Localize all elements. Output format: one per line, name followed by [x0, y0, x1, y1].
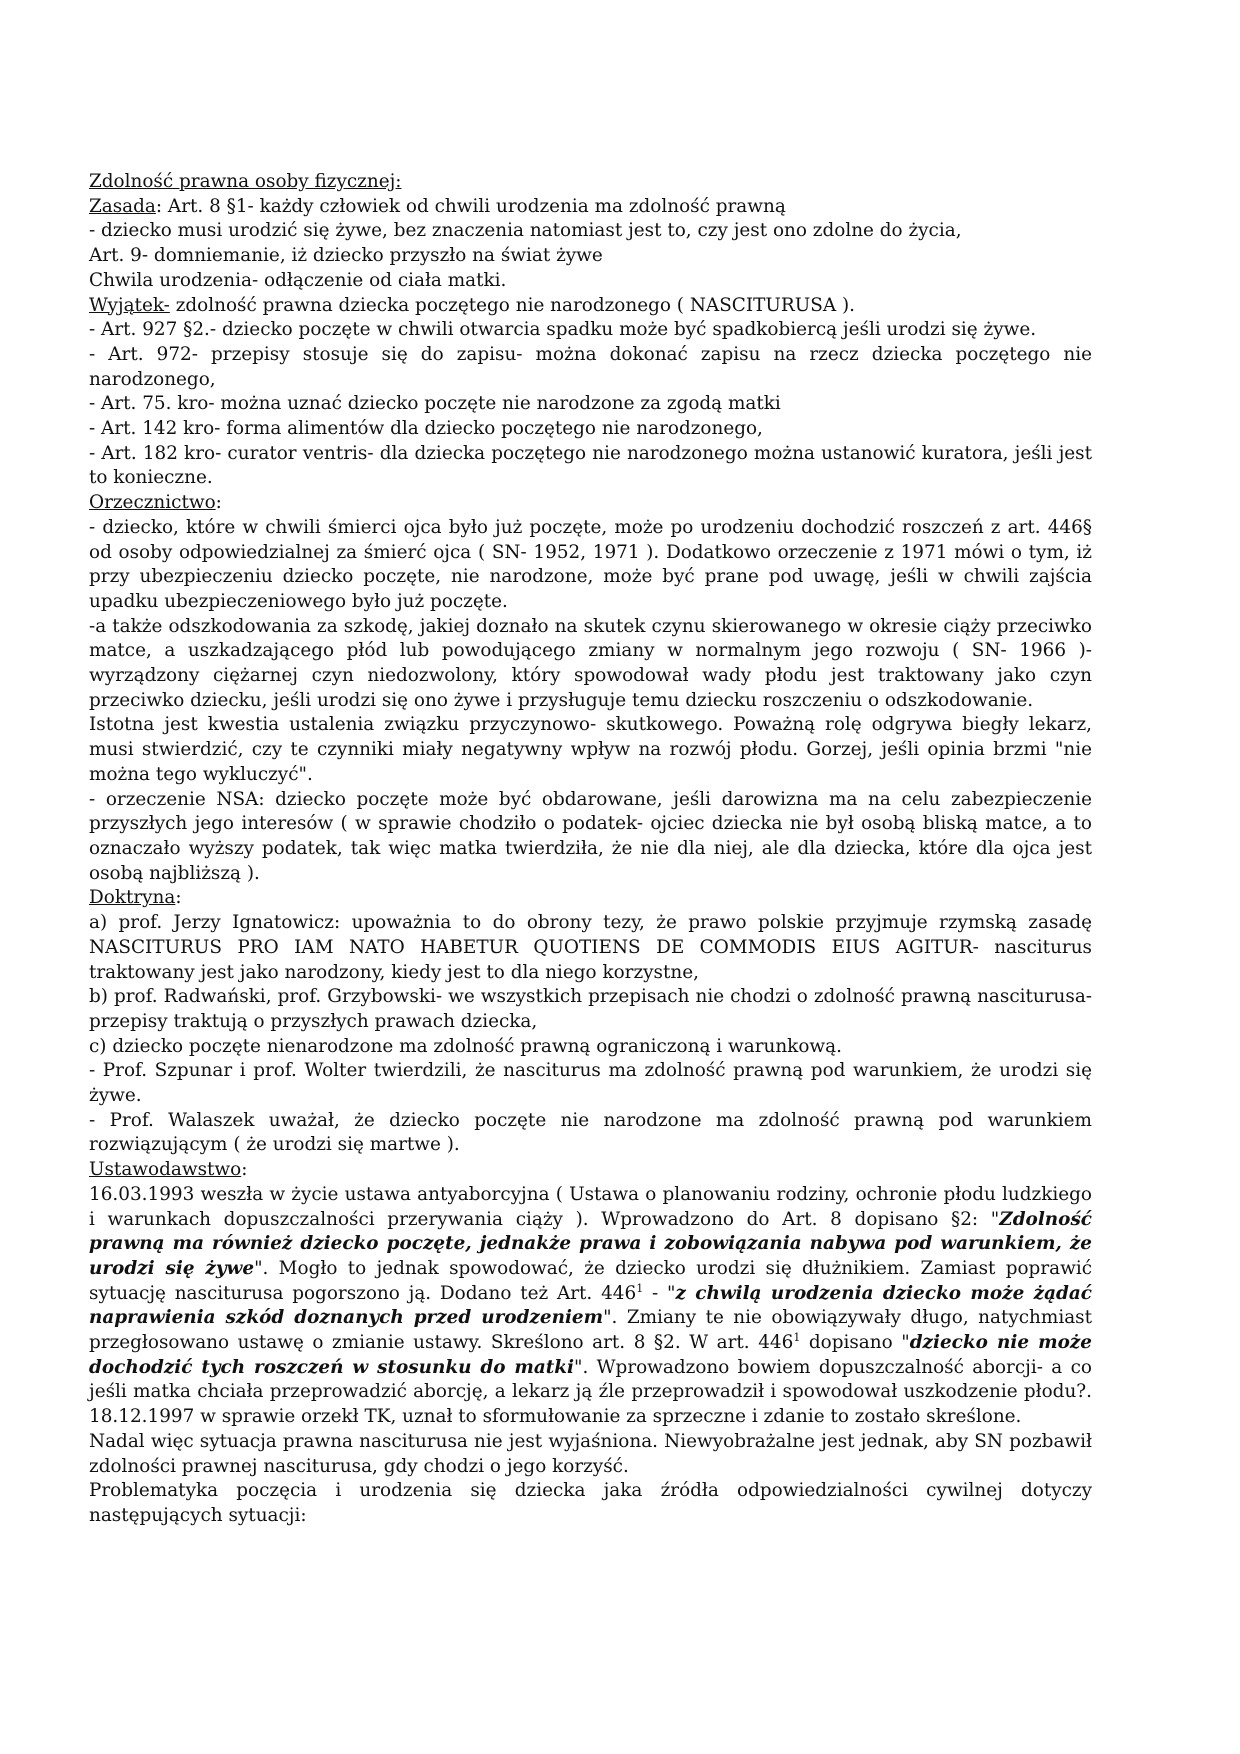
text-run: ". Zmiany te nie obowiązywały długo, natychmiast przegłosowano ustawę o zmianie ustawy. Skreślono art. 8 §2. W art. 446: [89, 1307, 1092, 1354]
paragraph: a) prof. Jerzy Ignatowicz: upoważnia to do obrony tezy, że prawo polskie przyjmuje rzymską zasadę NASCITURUS PRO IAM NATO HABETUR QUOTIENS DE COMMODIS EIUS AGITUR- nasciturus traktowany jest jako narodzony, kiedy jest to dla niego korzystne,: [89, 912, 1092, 983]
section-heading-zdolnosc: Zdolność prawna osoby fizycznej:: [89, 171, 402, 192]
ustawodawstwo-label: Ustawodawstwo: [89, 1159, 242, 1181]
quote-matka: dziecko nie może dochodzić tych roszczeń w stosunku do matki: [89, 1332, 1093, 1378]
wyjatek-label: Wyjątek-: [89, 294, 170, 316]
text-run: - ": [643, 1282, 676, 1304]
zasada-label: Zasada: [89, 195, 156, 217]
zasada-text: : Art. 8 §1- każdy człowiek od chwili urodzenia ma zdolność prawną: [155, 195, 786, 217]
paragraph: - orzeczenie NSA: dziecko poczęte może być obdarowane, jeśli darowizna ma na celu zabezpieczenie przyszłych jego interesów ( w sprawie chodziło o podatek- ojciec dziecka nie był osobą bliską matce, a to oznaczało wyższy podatek, tak więc matka twierdziła, że nie dla niej, ale dla dziecka, które dla ojca jest osobą najbliższą ).: [89, 788, 1092, 884]
orzecznictwo-label: Orzecznictwo: [89, 492, 216, 514]
heading-colon: :: [215, 492, 222, 514]
paragraph: -a także odszkodowania za szkodę, jakiej doznało na skutek czynu skierowanego w okresie ciąży przeciwko matce, a uszkadzającego płód lub powodującego zmiany w normalnym jego rozwoju ( SN- 1966 )- wyrządzony ciężarnej czyn niedozwolony, który spowodował wady płodu jest traktowany jako czyn przeciwko dziecku, jeśli urodzi się ono żywe i przysługuje temu dziecku roszczeniu o odszkodowanie.: [89, 615, 1092, 711]
text-line: Chwila urodzenia- odłączenie od ciała matki.: [89, 269, 507, 291]
section-heading-orzecznictwo: [89, 491, 1092, 516]
paragraph: b) prof. Radwański, prof. Grzybowski- we wszystkich przepisach nie chodzi o zdolność prawną nasciturusa- przepisy traktują o przyszłych prawach dziecka,: [89, 986, 1092, 1032]
text-run: ". Wprowadzono bowiem dopuszczalność aborcji- a co jeśli matka chciała przeprowadzić aborcję, a lekarz ją źle przeprowadził i spowodował uszkodzenie płodu?. 18.12.1997 w sprawie orzekł TK, uznał to sformułowanie za sprzeczne i zdanie to zostało skreślone.: [89, 1356, 1092, 1428]
paragraph: Problematyka poczęcia i urodzenia się dziecka jaka źródła odpowiedzialności cywilnej dotyczy następujących sytuacji:: [89, 1480, 1092, 1526]
zasada-line: [89, 195, 1092, 220]
text-line: Art. 9- domniemanie, iż dziecko przyszło na świat żywe: [89, 245, 603, 267]
superscript: 1: [636, 1281, 644, 1295]
list-item: - Art. 75. kro- można uznać dziecko poczęte nie narodzone za zgodą matki: [89, 393, 781, 415]
paragraph: - Prof. Szpunar i prof. Wolter twierdzili, że nasciturus ma zdolność prawną pod warunkiem, że urodzi się żywe.: [89, 1060, 1092, 1107]
text-run: 16.03.1993 weszła w życie ustawa antyaborcyjna ( Ustawa o planowaniu rodziny, ochronie płodu ludzkiego i warunkach dopuszczalności przerywania ciąży ). Wprowadzono do Art. 8 dopisano §2: ": [89, 1183, 1092, 1230]
paragraph: - Prof. Walaszek uważał, że dziecko poczęte nie narodzone ma zdolność prawną pod warunkiem rozwiązującym ( że urodzi się martwe ).: [89, 1109, 1092, 1156]
list-item: - Art. 927 §2.- dziecko poczęte w chwili otwarcia spadku może być spadkobiercą jeśli urodzi się żywe.: [89, 319, 1037, 341]
document-page: [89, 170, 1092, 1529]
paragraph: c) dziecko poczęte nienarodzone ma zdolność prawną ograniczoną i warunkową.: [89, 1035, 842, 1057]
list-item: - Art. 142 kro- forma alimentów dla dziecko poczętego nie narodzonego,: [89, 418, 763, 440]
text-run: ". Mogło to jednak spowodować, że dziecko urodzi się dłużnikiem. Zamiast poprawić sytuację nasciturusa pogorszono ją. Dodano też Art. 446: [89, 1257, 1093, 1304]
list-item: - Art. 972- przepisy stosuje się do zapisu- można dokonać zapisu na rzecz dziecka poczętego nie narodzonego,: [89, 343, 1092, 390]
paragraph: - dziecko, które w chwili śmierci ojca było już poczęte, może po urodzeniu dochodzić roszczeń z art. 446§ od osoby odpowiedzialnej za śmierć ojca ( SN- 1952, 1971 ). Dodatkowo orzeczenie z 1971 mówi o tym, iż przy ubezpieczeniu dziecko poczęte, nie narodzone, może być prane pod uwagę, jeśli w chwili zajścia upadku ubezpieczeniowego było już poczęte.: [89, 516, 1092, 612]
section-heading-ustawodawstwo: [89, 1158, 1092, 1183]
heading-colon: :: [175, 887, 182, 909]
paragraph-ustawa: [89, 1183, 1092, 1430]
wyjatek-text: zdolność prawna dziecka poczętego nie narodzonego ( NASCITURUSA ).: [169, 294, 855, 316]
section-heading-doktryna: [89, 886, 1092, 911]
paragraph: Istotna jest kwestia ustalenia związku przyczynowo- skutkowego. Poważną rolę odgrywa biegły lekarz, musi stwierdzić, czy te czynniki miały negatywny wpływ na rozwój płodu. Gorzej, jeśli opinia brzmi "nie można tego wykluczyć".: [89, 714, 1092, 785]
text-run: dopisano ": [800, 1332, 910, 1354]
quote-art446: z chwilą urodzenia dziecko może żądać naprawienia szkód doznanych przed urodzeniem: [89, 1282, 1092, 1329]
superscript: 1: [793, 1330, 801, 1344]
heading-colon: :: [241, 1159, 248, 1181]
paragraph: Nadal więc sytuacja prawna nasciturusa nie jest wyjaśniona. Niewyobrażalne jest jednak, aby SN pozbawił zdolności prawnej nasciturusa, gdy chodzi o jego korzyść.: [89, 1430, 1092, 1477]
text-line: - dziecko musi urodzić się żywe, bez znaczenia natomiast jest to, czy jest ono zdolne do życia,: [89, 220, 962, 242]
wyjatek-line: [89, 294, 1092, 319]
list-item: - Art. 182 kro- curator ventris- dla dziecka poczętego nie narodzonego można ustanowić kuratora, jeśli jest to konieczne.: [89, 442, 1092, 489]
doktryna-label: Doktryna: [89, 887, 176, 909]
quote-art8: Zdolność prawną ma również dziecko poczęte, jednakże prawa i zobowiązania nabywa pod warunkiem, że urodzi się żywe: [89, 1208, 1092, 1279]
